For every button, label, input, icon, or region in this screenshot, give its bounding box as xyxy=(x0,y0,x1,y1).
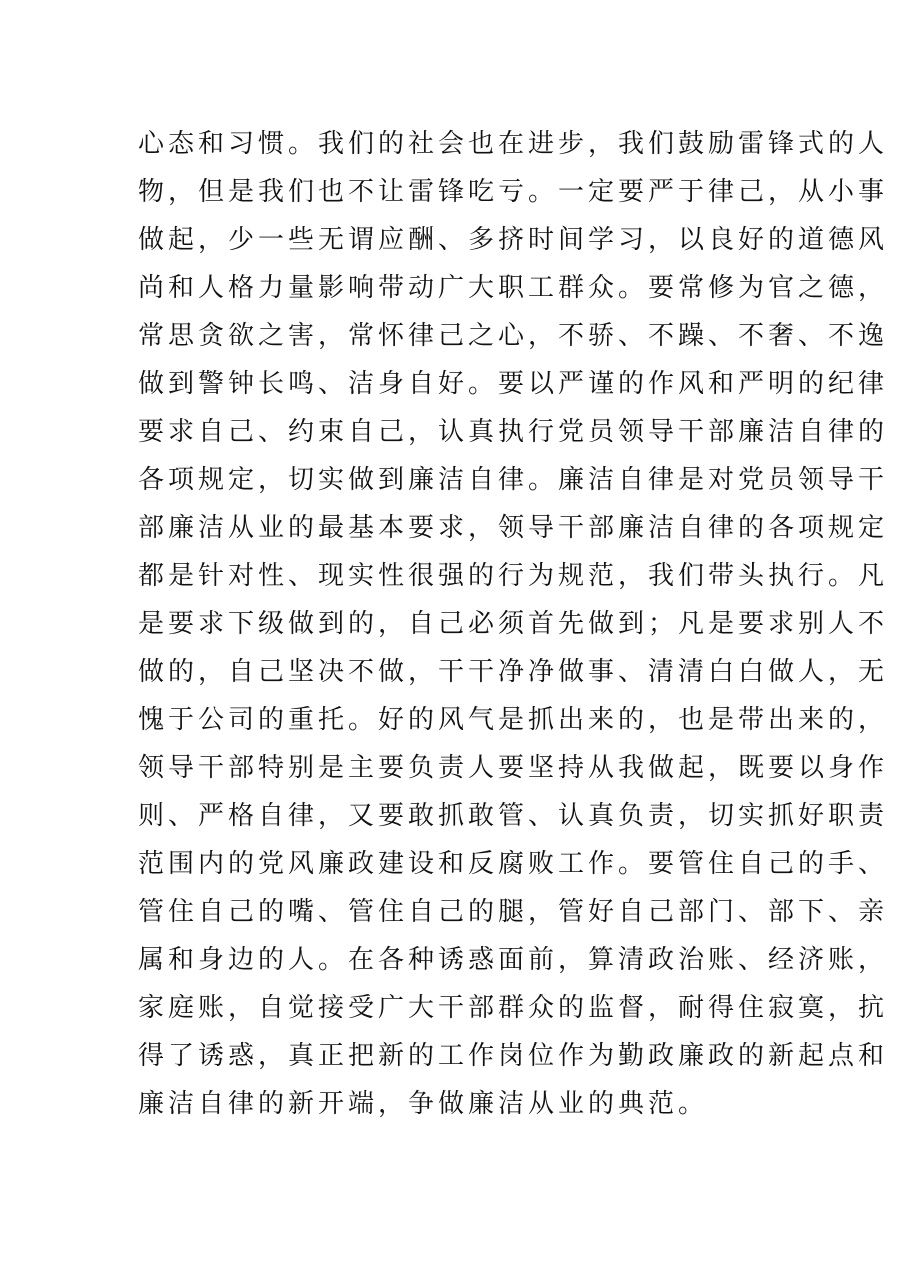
text-line-3: 做起，少一些无谓应酬、多挤时间学习，以良好的道德风 xyxy=(138,225,889,255)
text-line-19: 家庭账，自觉接受广大干部群众的监督，耐得住寂寞，抗 xyxy=(138,993,889,1023)
text-line-18: 属和身边的人。在各种诱惑面前，算清政治账、经济账， xyxy=(138,945,889,975)
text-line-16: 范围内的党风廉政建设和反腐败工作。要管住自己的手、 xyxy=(138,849,889,879)
text-line-21: 廉洁自律的新开端，争做廉洁从业的典范。 xyxy=(138,1089,709,1119)
text-line-1: 心态和习惯。我们的社会也在进步，我们鼓励雷锋式的人 xyxy=(138,129,889,159)
text-line-4: 尚和人格力量影响带动广大职工群众。要常修为官之德， xyxy=(138,273,889,303)
text-line-2: 物，但是我们也不让雷锋吃亏。一定要严于律己，从小事 xyxy=(138,177,889,207)
text-line-6: 做到警钟长鸣、洁身自好。要以严谨的作风和严明的纪律 xyxy=(138,369,889,399)
text-line-5: 常思贪欲之害，常怀律己之心，不骄、不躁、不奢、不逸 xyxy=(138,321,889,351)
body-paragraph xyxy=(138,120,889,1128)
text-line-15: 则、严格自律，又要敢抓敢管、认真负责，切实抓好职责 xyxy=(138,801,889,831)
text-line-12: 做的，自己坚决不做，干干净净做事、清清白白做人，无 xyxy=(138,657,889,687)
text-line-20: 得了诱惑，真正把新的工作岗位作为勤政廉政的新起点和 xyxy=(138,1041,889,1071)
text-line-9: 部廉洁从业的最基本要求，领导干部廉洁自律的各项规定 xyxy=(138,513,889,543)
text-line-10: 都是针对性、现实性很强的行为规范，我们带头执行。凡 xyxy=(138,561,889,591)
text-line-13: 愧于公司的重托。好的风气是抓出来的，也是带出来的， xyxy=(138,705,889,735)
text-line-14: 领导干部特别是主要负责人要坚持从我做起，既要以身作 xyxy=(138,753,889,783)
text-line-7: 要求自己、约束自己，认真执行党员领导干部廉洁自律的 xyxy=(138,417,889,447)
text-line-11: 是要求下级做到的，自己必须首先做到；凡是要求别人不 xyxy=(138,609,889,639)
text-line-17: 管住自己的嘴、管住自己的腿，管好自己部门、部下、亲 xyxy=(138,897,889,927)
text-line-8: 各项规定，切实做到廉洁自律。廉洁自律是对党员领导干 xyxy=(138,465,889,495)
